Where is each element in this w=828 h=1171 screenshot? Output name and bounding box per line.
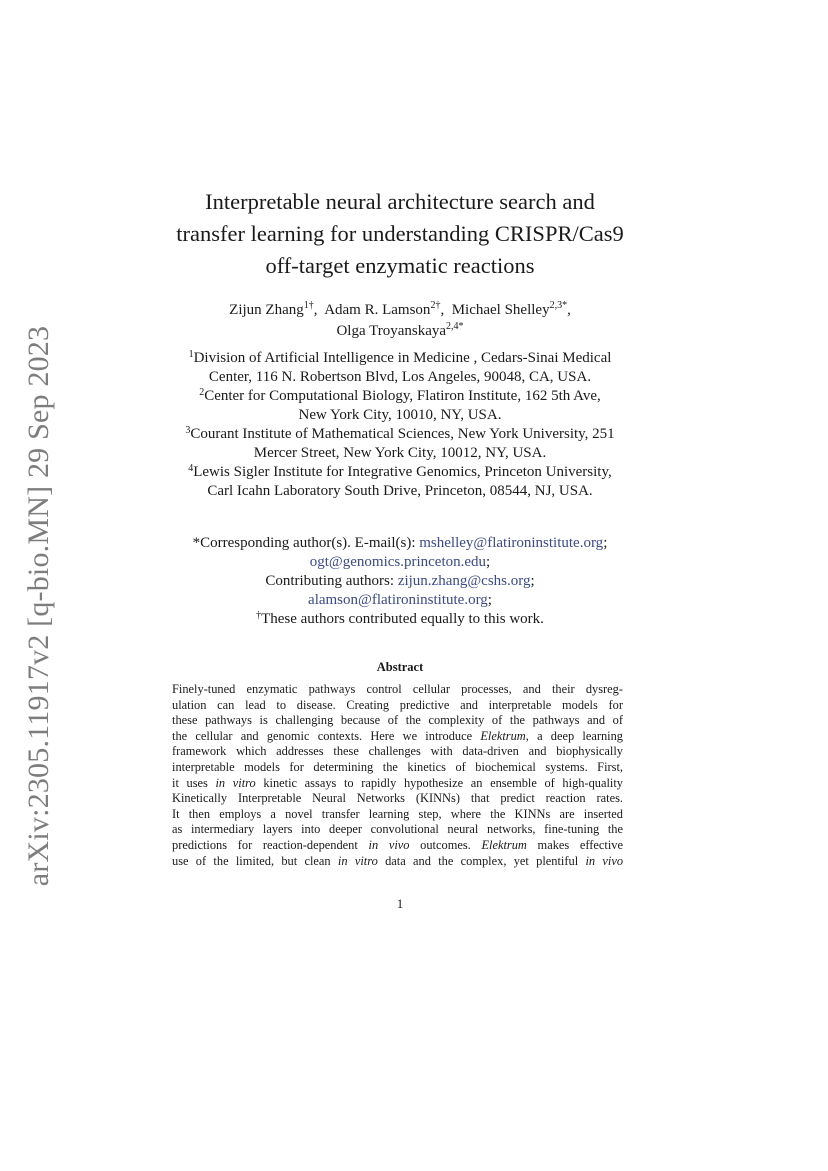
abstract-heading: Abstract xyxy=(376,660,424,674)
author-name: Olga Troyanskaya xyxy=(336,323,447,339)
abstract-text: as intermediary layers into deeper convolutional neural networks, fine-tuning the xyxy=(172,822,623,837)
author-name: Adam R. Lamson xyxy=(324,302,431,318)
author-affiliation-marker: 2,3* xyxy=(549,300,568,311)
abstract-text: , a deep learning xyxy=(525,728,623,743)
email-link-zhang[interactable]: zijun.zhang@cshs.org xyxy=(397,573,531,589)
abstract-text: Kinetically Interpretable Neural Networks (KINNs) that predict reaction rates. xyxy=(172,791,623,806)
abstract-text: these pathways is challenging because of the complexity of the pathways and of xyxy=(172,713,623,728)
abstract-line xyxy=(172,744,623,760)
affiliation-text: Courant Institute of Mathematical Sciences, New York University, 251 xyxy=(190,426,615,442)
author-affiliation-marker: 1† xyxy=(303,300,314,311)
corresponding-label: *Corresponding author(s). E-mail(s): xyxy=(192,535,420,551)
abstract-line xyxy=(172,822,623,838)
abstract-italic-term: in vitro xyxy=(337,853,378,868)
affiliation-number: 3 xyxy=(185,425,191,436)
contributing-line-2: alamson@flatironinstitute.org; xyxy=(308,592,492,608)
abstract-text: ulation can lead to disease. Creating predictive and interpretable models for xyxy=(172,697,623,712)
affiliation-text: Center for Computational Biology, Flatiron Institute, 162 5th Ave, xyxy=(204,388,601,404)
equal-contribution-note xyxy=(140,610,660,629)
email-link-shelley[interactable]: mshelley@flatironinstitute.org xyxy=(419,535,604,551)
abstract-text: the cellular and genomic contexts. Here we introduce xyxy=(172,728,481,743)
affiliation-number: 2 xyxy=(199,387,205,398)
contact-block xyxy=(140,534,660,629)
author-line-2 xyxy=(120,321,680,342)
abstract-line xyxy=(172,713,623,729)
abstract-text: predictions for reaction-dependent xyxy=(172,837,369,852)
abstract-line xyxy=(172,682,623,698)
affiliation-entry xyxy=(140,387,660,425)
abstract-italic-term: in vivo xyxy=(368,837,410,852)
abstract-text: Finely-tuned enzymatic pathways control cellular processes, and their dysreg- xyxy=(172,682,623,696)
equal-contribution-text: These authors contributed equally to this work. xyxy=(261,611,544,627)
paper-title xyxy=(120,186,680,282)
abstract-line xyxy=(172,807,623,823)
abstract-line xyxy=(172,838,623,854)
title-line: off-target enzymatic reactions xyxy=(265,253,535,278)
arxiv-identifier-stamp xyxy=(22,325,55,887)
affiliation-entry xyxy=(140,425,660,463)
abstract-text: interpretable models for determining the kinetics of biochemical systems. First, xyxy=(172,759,623,774)
corresponding-line-2: ogt@genomics.princeton.edu; xyxy=(309,554,491,570)
affiliation-text: Lewis Sigler Institute for Integrative Genomics, Princeton University, xyxy=(193,464,612,480)
abstract-line xyxy=(172,854,623,870)
author-name: Michael Shelley xyxy=(451,302,550,318)
email-link-troyanskaya[interactable]: ogt@genomics.princeton.edu xyxy=(309,554,487,570)
email-link-lamson[interactable]: alamson@flatironinstitute.org xyxy=(308,592,488,608)
abstract-line xyxy=(172,729,623,745)
title-line: transfer learning for understanding CRISPR/Cas9 xyxy=(176,221,624,246)
author-affiliation-marker: 2,4* xyxy=(446,321,464,332)
abstract-text: framework which addresses these challenges with data-driven and biophysically xyxy=(172,744,623,759)
corresponding-line: *Corresponding author(s). E-mail(s): mshelley@flatironinstitute.org; xyxy=(192,535,608,551)
abstract-body xyxy=(172,682,623,869)
page-number: 1 xyxy=(396,896,404,911)
affiliation-number: 1 xyxy=(188,349,194,360)
affiliation-entry xyxy=(140,463,660,501)
abstract-italic-term: in vitro xyxy=(215,775,256,790)
affiliation-entry xyxy=(140,349,660,387)
dagger-marker: † xyxy=(256,610,262,621)
affiliation-text: New York City, 10010, NY, USA. xyxy=(298,407,502,423)
abstract-italic-term: Elektrum xyxy=(481,837,527,852)
abstract-text: It then employs a novel transfer learning step, where the KINNs are inserted xyxy=(172,806,623,821)
abstract-text: data and the complex, yet plentiful xyxy=(377,853,586,868)
abstract-line xyxy=(172,791,623,807)
author-name: Zijun Zhang xyxy=(229,302,304,318)
abstract-text: it uses xyxy=(172,775,216,790)
affiliation-text: Division of Artificial Intelligence in Medicine , Cedars-Sinai Medical xyxy=(193,350,612,366)
abstract-text: kinetic assays to rapidly hypothesize an ensemble of high-quality xyxy=(255,775,623,790)
affiliation-number: 4 xyxy=(188,463,194,474)
author-line-1: Zijun Zhang$^{1\dagger}$, Adam R. Lamson$^{2\dagger}$, Michael Shelley$^{2,3*}$, xyxy=(229,300,571,318)
abstract-italic-term: Elektrum xyxy=(480,728,526,743)
arxiv-identifier-text: arXiv:2305.11917v2 [q-bio.MN] 29 Sep 2023 xyxy=(22,325,55,887)
abstract-text: outcomes. xyxy=(409,837,482,852)
abstract-line xyxy=(172,776,623,792)
contributing-line: Contributing authors: zijun.zhang@cshs.org; xyxy=(265,573,535,589)
abstract-line xyxy=(172,698,623,714)
abstract-text: use of the limited, but clean xyxy=(172,853,338,868)
abstract-text: makes effective xyxy=(526,837,624,852)
abstract-italic-term: in vivo xyxy=(585,853,624,868)
contributing-label: Contributing authors: xyxy=(265,573,398,589)
author-affiliation-marker: 2† xyxy=(430,300,441,311)
author-list xyxy=(120,300,680,342)
title-line: Interpretable neural architecture search and xyxy=(205,189,595,214)
affiliation-text: Mercer Street, New York City, 10012, NY, USA. xyxy=(253,445,547,461)
affiliation-text: Carl Icahn Laboratory South Drive, Princeton, 08544, NJ, USA. xyxy=(207,483,593,499)
abstract-line xyxy=(172,760,623,776)
affiliation-text: Center, 116 N. Robertson Blvd, Los Angeles, 90048, CA, USA. xyxy=(208,369,592,385)
affiliation-list xyxy=(140,349,660,501)
